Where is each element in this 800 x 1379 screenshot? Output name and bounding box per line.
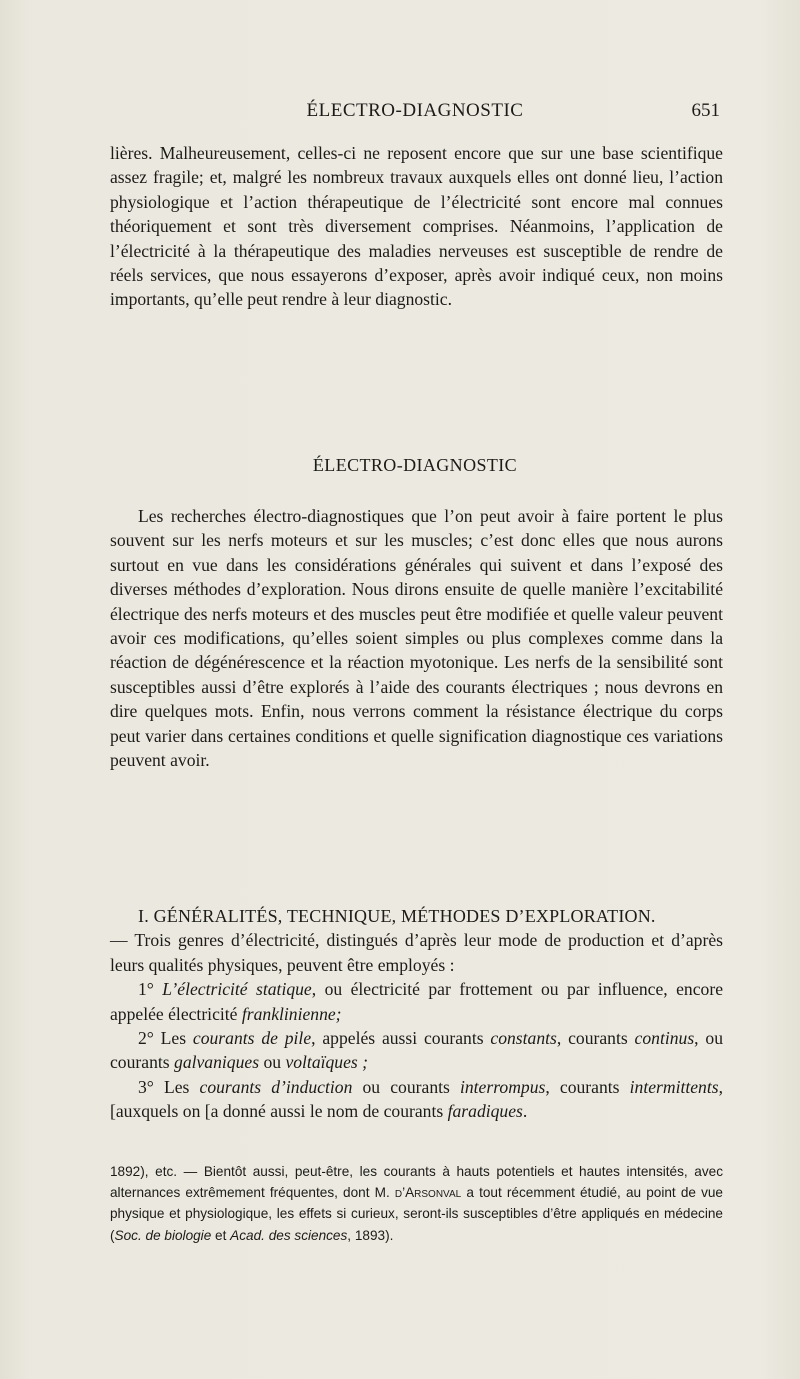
item-number: 1° (138, 979, 154, 1000)
running-title: ÉLECTRO-DIAGNOSTIC (306, 100, 524, 121)
subsection-lead: — Trois genres d’électricité, distingués d’après leur mode de production et d’après leurs qualités physiques, peuvent être employés : (110, 930, 723, 975)
footnote-name: d’Arsonval (394, 1185, 462, 1201)
item-number: 3° (138, 1076, 154, 1097)
item-text: , ou électricité par frottement ou par influence, encore appelée électricité (110, 979, 724, 1024)
item-term: constants (490, 1028, 557, 1049)
subsection (110, 904, 723, 1124)
item-term: courants de pile (192, 1028, 312, 1049)
section-title: ÉLECTRO-DIAGNOSTIC (312, 455, 518, 475)
list-item (110, 1026, 723, 1075)
item-text: . (522, 1101, 528, 1122)
item-term: intermittents (629, 1076, 719, 1097)
item-term: franklinienne; (241, 1003, 342, 1024)
intro-paragraph (110, 141, 723, 312)
item-text: , courants (545, 1076, 630, 1097)
item-text: , appelés aussi courants (311, 1028, 491, 1049)
footnote (110, 1161, 723, 1246)
running-header (110, 100, 720, 130)
item-term: voltaïques ; (285, 1052, 369, 1073)
footnote-text: , 1893). (347, 1227, 394, 1243)
item-text: , [auxquels on [a donné aussi le nom de courants (110, 1076, 723, 1122)
item-text: , courants (556, 1028, 635, 1049)
page-number: 651 (691, 100, 720, 121)
item-number: 2° (138, 1028, 154, 1049)
item-term: courants d’induction (199, 1076, 353, 1097)
section-paragraph (110, 504, 723, 772)
list-item (110, 1075, 723, 1124)
footnote-text: et (211, 1227, 231, 1243)
item-text: , ou courants (110, 1028, 723, 1073)
list-item (110, 977, 723, 1026)
item-text: ou (259, 1052, 286, 1073)
item-term: interrompus (459, 1076, 546, 1097)
item-term: L’électricité statique (162, 979, 312, 1000)
footnote-text: a tout récemment étudié, au point de vue physique et physiologique, les effets si curieux, seront-ils susceptibles d’être appliqués en médecine ( (110, 1185, 723, 1243)
footnote-text: 1892), etc. — Bientôt aussi, peut-être, les courants à hauts potentiels et hautes intensités, avec alternances extrêmement fréquentes, dont M. (110, 1164, 723, 1201)
subsection-intro (110, 904, 723, 977)
intro-paragraph-text: lières. Malheureusement, celles-ci ne reposent encore que sur une base scientifique assez fragile; et, malgré les nombreux travaux auxquels elles ont donné lieu, l’action physiologique et l’action thérapeutique de l’électricité sont encore mal connues théoriquement et sont très diversement comprises. Néanmoins, l’application de l’électricité à la thérapeutique des maladies nerveuses est susceptible de rendre de réels services, que nous essayerons d’exposer, après avoir indiqué ceux, non moins importants, qu’elle peut rendre à leur diagnostic. (110, 143, 723, 310)
footnote-source: Acad. des sciences (230, 1227, 348, 1243)
item-term: galvaniques (174, 1052, 260, 1073)
subsection-heading: I. GÉNÉRALITÉS, TECHNIQUE, MÉTHODES D’EXPLORATION. (138, 906, 656, 926)
section-paragraph-text: Les recherches électro-diagnostiques que l’on peut avoir à faire portent le plus souvent sur les nerfs moteurs et sur les muscles; c’est donc elles que nous aurons surtout en vue dans les considérations générales qui suivent et dans l’exposé des diverses méthodes d’exploration. Nous dirons ensuite de quelle manière l’excitabilité électrique des nerfs moteurs et des muscles peut être modifiée et quelle valeur peuvent avoir ces modifications, qu’elles soient simples ou plus complexes comme dans la réaction de dégénérescence et la réaction myotonique. Les nerfs de la sensibilité sont susceptibles aussi d’être explorés à l’aide des courants électriques ; nous devrons en dire quelques mots. Enfin, nous verrons comment la résistance électrique du corps peut varier dans certaines conditions et quelle signification diagnostique ces variations peuvent avoir. (110, 506, 723, 771)
footnote-source: Soc. de biologie (114, 1227, 212, 1243)
item-text: Les (153, 1028, 193, 1049)
item-text: Les (153, 1076, 200, 1097)
item-term: faradiques (447, 1101, 523, 1122)
item-text: ou courants (352, 1076, 460, 1097)
item-term: continus (634, 1028, 695, 1049)
